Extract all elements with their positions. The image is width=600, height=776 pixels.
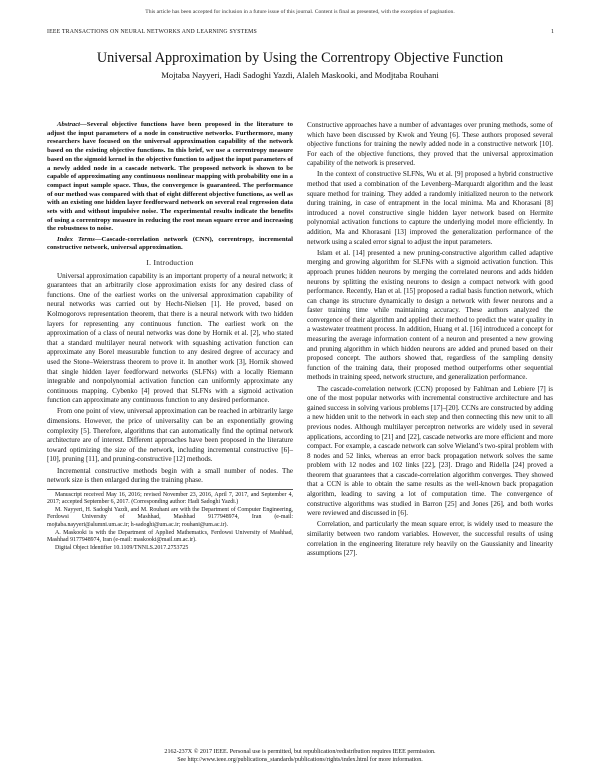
paragraph: The cascade-correlation network (CCN) proposed by Fahlman and Lebiere [7] is one of the most popular networks with incremental constructive architecture and has gained success in solving various problems [17]–[20]. CCNs are constructed by adding a new hidden unit to the network in each step and then connecting this new unit to all previous nodes. Although multilayer perceptron networks are widely used in several applications, according to [21] and [22], cascade networks are more efficient and more compact. For example, a cascade network can solve Wieland’s two-spiral problem with 8 nodes and 52 links, whereas an error back propagation network solves the same problem with 12 nodes and 102 links [22], [23]. Drago and Ridella [24] proved a theorem that guarantees that a cascade-correlation algorithm converges. They showed that a CCN is able to obtain the same results as the well-known back propagation algorithm, leading to saving a lot of computation time. The convergence of constructive algorithms was studied in Barron [25] and Jones [26], and both works were reviewed and discussed in [6]. [307, 384, 553, 518]
journal-name: IEEE TRANSACTIONS ON NEURAL NETWORKS AND LEARNING SYSTEMS [47, 29, 257, 35]
abstract-lead: Abstract [57, 121, 81, 128]
section-heading-introduction: I. Introduction [146, 258, 194, 268]
paper-title: Universal Approximation by Using the Correntropy Objective Function [96, 50, 504, 66]
footnote-doi: Digital Object Identifier 10.1109/TNNLS.2017.2753725 [55, 544, 189, 551]
paragraph: Universal approximation capability is an important property of a neural network; it guarantees that an arbitrarily close approximation exists for any desired class of functions. One of the earliest works on the universal approximation capability of neural networks was carried out by Hecht-Nielsen [1]. He proved, based on Kolmogorovs representation theorem, that there is a neural network with two hidden layers for representing any continuous function. The earliest work on the approximation of a class of neural networks was done by Hornik et al. [2], who stated that a standard multilayer neural network with squashing activation function can approximate any Borel measurable function to any desired degree of accuracy and used the Stone–Weierstrass theorem to prove it. In another work [3], Hornik showed that single hidden layer feedforward networks (SLFNs) with a locally Riemann integrable and nonpolynomial activation function can uniformly approximate any continuous mapping. Cybenko [4] proved that SLFNs with a sigmoid activation function can approximate any continuous function to any desired performance. [47, 271, 293, 405]
acceptance-notice: This article has been accepted for inclusion in a future issue of this journal. Content is final as presented, with the exception of pagination. [145, 9, 455, 15]
right-column [307, 121, 553, 560]
paper-authors: Mojtaba Nayyeri, Hadi Sadoghi Yazdi, Alaleh Maskooki, and Modjtaba Rouhani [161, 70, 439, 80]
paragraph: Islam et al. [14] presented a new pruning-constructive algorithm called adaptive merging and growing algorithm for SLFNs with a sigmoid activation function. This approach prunes hidden neurons by merging the correlated neurons and adds hidden neurons by splitting the existing neurons to design a compact network with good performance. Recently, Han et al. [15] proposed a radial basis function network, which can change its structure dynamically to design a network with fewer neurons and a faster training time while maintaining accuracy. These authors analyzed the convergence of their algorithm and applied their method to predict the water quality in a wastewater treatment process. In addition, Huang et al. [16] introduced a concept for measuring the average information content of a neuron and presented a new growing and pruning algorithm in which hidden neurons are added and pruned based on their proposed concept. The authors showed that, regardless of the sampling density function of the training data, their proposed method outperforms other sequential methods in training speed, network structure, and generalization performance. [307, 248, 553, 382]
index-terms-text: —Cascade-correlation network (CNN), correntropy, incremental constructive network, universal approximation. [47, 235, 293, 252]
rights-link-line: See http://www.ieee.org/publications_standards/publications/rights/index.html for more information. [177, 757, 423, 763]
paragraph: From one point of view, universal approximation can be reached in arbitrarily large dimensions. However, the price of universality can be an exponentially growing complexity [5]. Therefore, algorithms that can automatically find the optimal network architecture are of interest. Different approaches have been proposed in the literature toward optimizing the size of the network, including incremental constructive [6]–[10], pruning [11], and pruning-constructive [12] methods. [47, 407, 293, 464]
page-number: 1 [551, 29, 554, 35]
footnote-manuscript: Manuscript received May 16, 2016; revised November 23, 2016, April 7, 2017, and September 4, 2017; accepted September 6, 2017. (Corresponding author: Hadi Sadoghi Yazdi.) [47, 491, 293, 506]
footnotes [47, 489, 293, 553]
paragraph: In the context of constructive SLFNs, Wu et al. [9] proposed a hybrid constructive method that used a combination of the Levenberg–Marquardt algorithm and the least square method for training. They added a randomly initialized neuron to the network during training, in case of entrapment in the local minima. Ma and Khorasani [8] introduced a novel constructive single hidden layer network based on Hermite polynomial activation functions to capture the underlying model more efficiently. In addition, Ma and Khorasani [13] improved the generalization performance of the network using a scaled error signal to adjust the input parameters. [307, 170, 553, 246]
paragraph: Incremental constructive methods begin with a small number of nodes. The network size is then enlarged during the training phase. [47, 466, 293, 485]
abstract-text: —Several objective functions have been proposed in the literature to adjust the input parameters of a node in constructive networks. Furthermore, many researchers have focused on the universal approximation capability of the network based on the existing objective functions. In this brief, we use a correntropy measure based on the sigmoid kernel in the objective function to adjust the input parameters of a newly added node in a cascade network. The proposed network is shown to be capable of approximating any continuous nonlinear mapping with probability one in a compact input sample space. Thus, the convergence is guaranteed. The performance of our method was compared with that of eight different objective functions, as well as with an existing one hidden layer feedforward network on several real regression data sets with and without impulsive noise. The experimental results indicate the benefits of using a correntropy measure in reducing the root mean square error and increasing the robustness to noise. [47, 121, 293, 233]
abstract [47, 121, 293, 234]
index-terms-lead: Index Terms [57, 235, 95, 243]
footnote-affiliation-2: A. Maskooki is with the Department of Applied Mathematics, Ferdowsi University of Mashhad, Mashhad 9177948974, Iran (e-mail: maskooki@mail.um.ac.ir). [47, 529, 293, 544]
left-column [47, 121, 293, 552]
copyright-line: 2162-237X © 2017 IEEE. Personal use is permitted, but republication/redistribution requires IEEE permission. [164, 749, 436, 755]
footnote-affiliation-1: M. Nayyeri, H. Sadoghi Yazdi, and M. Rouhani are with the Department of Computer Engineering, Ferdowsi University of Mashhad, Mashhad 9177948974, Iran (e-mail: mojtaba.nayyeri@alumni.um.ac.ir; h-sadoghi@um.ac.ir; rouhani@um.ac.ir). [47, 506, 293, 529]
paragraph: Constructive approaches have a number of advantages over pruning methods, some of which have been discussed by Kwok and Yeung [6]. These authors proposed several objective functions for training the newly added node in a constructive network [10]. For each of the objective functions, they proved that the universal approximation capability of the network is preserved. [307, 121, 553, 168]
index-terms [47, 236, 293, 253]
paragraph: Correlation, and particularly the mean square error, is widely used to measure the similarity between two random variables. However, the successful results of using correlation in the engineering literature rely heavily on the Gaussianity and linearity assumptions [27]. [307, 520, 553, 558]
